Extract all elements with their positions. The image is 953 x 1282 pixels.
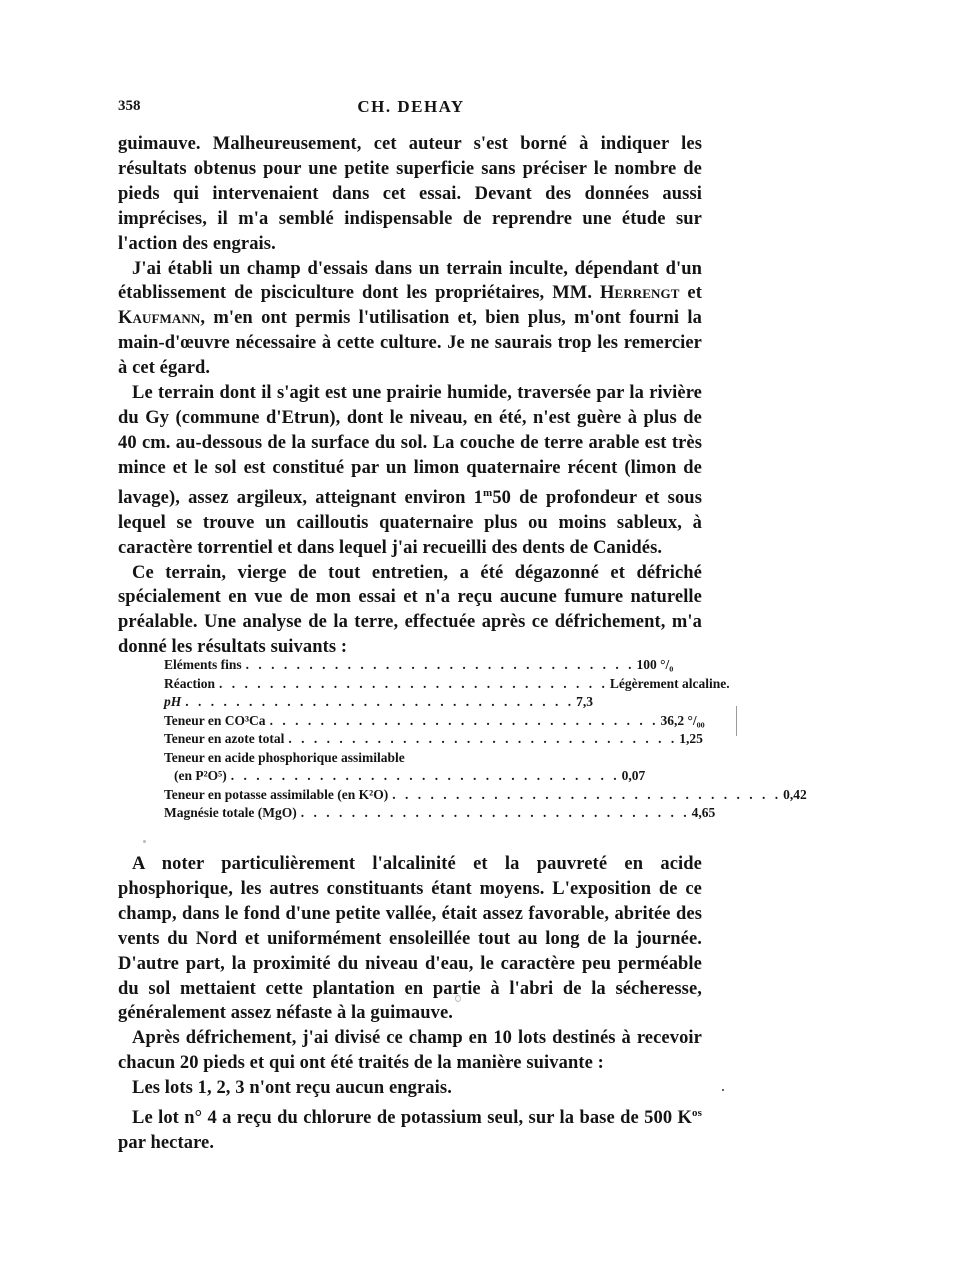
paragraph-field-setup: J'ai établi un champ d'essais dans un terrain inculte, dépendant d'un établissement de pisciculture dont les propriétaires, MM. Herrengt et Kaufmann, m'en ont permis l'utilisation et, bien plus, m'ont fourni la main-d'œuvre nécessaire à cette culture. Je ne saurais trop les remercier à cet égard. bbox=[118, 258, 702, 379]
scan-artifact-dot bbox=[722, 1089, 724, 1091]
leader-dots: . . . . . . . . . . . . . . . . . . . . . . . . . . . . . . . bbox=[219, 675, 608, 691]
scan-artifact-dot bbox=[455, 995, 461, 1002]
table-row: Teneur en potasse assimilable (en K²O) . . . . . . . . . . . . . . . . . . . . . . . . . . . . . . . 0,42 bbox=[164, 786, 664, 805]
paragraph-analysis-intro: Ce terrain, vierge de tout entretien, a été dégazonné et défriché spécialement en vue de mon essai et n'a reçu aucune fumure naturelle préalable. Une analyse de la terre, effectuée après ce défrichement, m'a donné les résultats suivants : bbox=[118, 562, 702, 658]
person-name: Herrengt bbox=[600, 283, 680, 304]
paragraph-terrain: Le terrain dont il s'agit est une prairie humide, traversée par la rivière du Gy (commune d'Etrun), dont le niveau, en été, n'est guère à plus de 40 cm. au-dessous de la surface du sol. La couche de terre arable est très mince et le sol est constitué par un limon quaternaire récent (limon de lavage), assez argileux, atteignant environ 1$^m$50 de profondeur et sous lequel se trouve un cailloutis quaternaire plus ou moins sableux, à caractère torrentiel et dans lequel j'ai recueilli des dents de Canidés. bbox=[118, 383, 702, 558]
scan-artifact-dot bbox=[143, 840, 146, 843]
paragraph-lots-control: Les lots 1, 2, 3 n'ont reçu aucun engrais. bbox=[132, 1078, 452, 1099]
leader-dots: . . . . . . . . . . . . . . . . . . . . . . . . . . . . . . . bbox=[300, 805, 690, 820]
body-text-bottom bbox=[118, 852, 702, 1156]
table-row: Teneur en CO³Ca . . . . . . . . . . . . . . . . . . . . . . . . . . . . . . . 36,2 °/₀₀ bbox=[164, 712, 664, 731]
leader-dots: . . . . . . . . . . . . . . . . . . . . . . . . . . . . . . . bbox=[288, 731, 678, 746]
table-row: Réaction . . . . . . . . . . . . . . . . . . . . . . . . . . . . . . . Légèrement alcaline. bbox=[164, 675, 664, 694]
body-text-top bbox=[118, 132, 702, 660]
leader-dots: . . . . . . . . . . . . . . . . . . . . . . . . . . . . . . . bbox=[230, 768, 620, 783]
paragraph-exposure: A noter particulièrement l'alcalinité et la pauvreté en acide phosphorique, les autres constituants étant moyens. L'exposition de ce champ, dans le fond d'une petite vallée, était assez favorable, abritée des vents du Nord et uniformément ensoleillée tout au long de la journée. D'autre part, la proximité du niveau d'eau, le caractère peu perméable du sol mettaient cette plantation en partie à l'abri de la sécheresse, généralement assez néfaste à la guimauve. bbox=[118, 854, 702, 1024]
running-head: CH. DEHAY bbox=[357, 97, 465, 116]
leader-dots: . . . . . . . . . . . . . . . . . . . . . . . . . . . . . . . bbox=[185, 694, 575, 709]
person-name: Kaufmann bbox=[118, 308, 201, 329]
table-row: pH . . . . . . . . . . . . . . . . . . . . . . . . . . . . . . . 7,3 bbox=[164, 693, 664, 712]
table-row-continuation: (en P²O⁵) . . . . . . . . . . . . . . . . . . . . . . . . . . . . . . . 0,07 bbox=[164, 767, 664, 786]
table-row: Eléments fins . . . . . . . . . . . . . . . . . . . . . . . . . . . . . . . 100 °/₀ bbox=[164, 656, 664, 675]
table-row: Magnésie totale (MgO) . . . . . . . . . . . . . . . . . . . . . . . . . . . . . . . 4,65 bbox=[164, 804, 664, 823]
leader-dots: . . . . . . . . . . . . . . . . . . . . . . . . . . . . . . . bbox=[269, 712, 659, 728]
paragraph-lots-division: Après défrichement, j'ai divisé ce champ en 10 lots destinés à recevoir chacun 20 pieds et qui ont été traités de la manière suivante : bbox=[118, 1028, 702, 1074]
leader-dots: . . . . . . . . . . . . . . . . . . . . . . . . . . . . . . . bbox=[245, 657, 635, 672]
page-header bbox=[118, 98, 704, 124]
page-number: 358 bbox=[118, 98, 141, 114]
table-row: Teneur en acide phosphorique assimilable bbox=[164, 749, 405, 765]
table-row: Teneur en azote total . . . . . . . . . . . . . . . . . . . . . . . . . . . . . . . 1,25 bbox=[164, 730, 664, 749]
paragraph-lot-4: Le lot n° 4 a reçu du chlorure de potassium seul, sur la base de 500 $K^{os}$ par hectare. bbox=[118, 1107, 702, 1154]
paragraph-continuation: guimauve. Malheureusement, cet auteur s'est borné à indiquer les résultats obtenus pour une petite superficie sans préciser le nombre de pieds qui intervenaient dans cet essai. Devant des données aussi imprécises, il m'a semblé indispensable de reprendre une étude sur l'action des engrais. bbox=[118, 134, 702, 254]
soil-analysis-table bbox=[164, 656, 807, 823]
scan-artifact-line bbox=[736, 706, 737, 736]
leader-dots: . . . . . . . . . . . . . . . . . . . . . . . . . . . . . . . bbox=[392, 786, 782, 802]
